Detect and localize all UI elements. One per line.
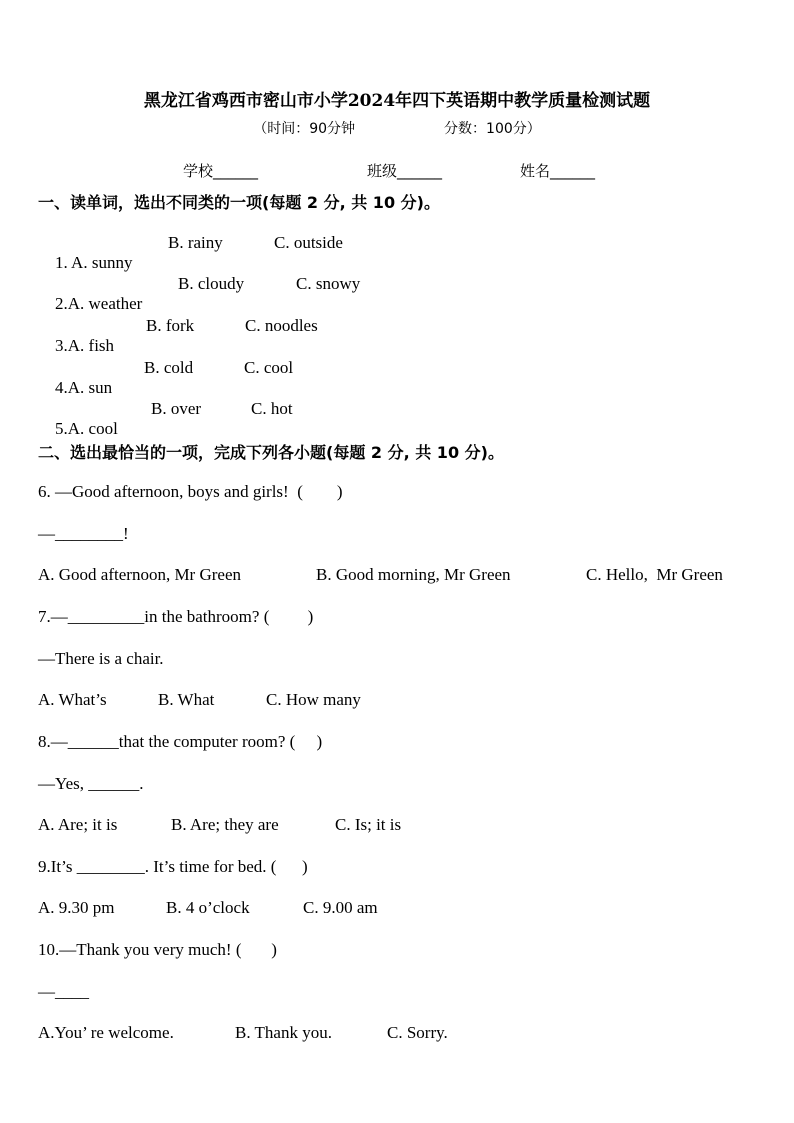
question-10-answer-blank: —____ (38, 982, 89, 1001)
question-9-option-c: C. 9.00 am (303, 898, 378, 917)
question-3-option-c: C. noodles (245, 316, 318, 335)
time-score-line: （时间：90分钟 分数：100分） (253, 121, 541, 137)
class-field: 班级______ (367, 162, 443, 180)
question-10-option-c: C. Sorry. (387, 1023, 448, 1042)
question-4-option-c: C. cool (244, 358, 294, 377)
question-8-option-b: B. Are; they are (171, 815, 279, 834)
question-10-stem: 10.—Thank you very much! ( ) (38, 940, 277, 959)
question-1-option-b: B. rainy (168, 233, 223, 252)
name-field: 姓名______ (520, 162, 596, 180)
question-8-answer: —Yes, ______. (38, 774, 144, 793)
question-7-stem: 7.—_________in the bathroom? ( ) (38, 607, 314, 626)
question-9-option-a: A. 9.30 pm (38, 898, 115, 917)
question-3-option-b: B. fork (146, 316, 195, 335)
question-7-answer: —There is a chair. (38, 649, 164, 668)
question-6-answer-blank: —________! (38, 524, 129, 543)
question-1-option-c: C. outside (274, 233, 343, 252)
question-3-option-a: 3.A. fish (55, 336, 115, 355)
question-7-option-b: B. What (158, 690, 215, 709)
question-1-option-a: 1. A. sunny (55, 253, 133, 272)
question-10-option-b: B. Thank you. (235, 1023, 332, 1042)
page-title: 黑龙江省鸡西市密山市小学2024年四下英语期中教学质量检测试题 (143, 91, 651, 111)
question-8-option-a: A. Are; it is (38, 815, 118, 834)
question-7-option-c: C. How many (266, 690, 361, 709)
question-6-option-c: C. Hello, Mr Green (586, 565, 723, 584)
question-7-option-a: A. What’s (38, 690, 107, 709)
question-5-option-a: 5.A. cool (55, 419, 118, 438)
question-6-option-b: B. Good morning, Mr Green (316, 565, 511, 584)
question-5-option-b: B. over (151, 399, 202, 418)
question-6-stem: 6. —Good afternoon, boys and girls! ( ) (38, 482, 343, 501)
question-6-option-a: A. Good afternoon, Mr Green (38, 565, 241, 584)
question-8-stem: 8.—______that the computer room? ( ) (38, 732, 323, 751)
question-2-option-b: B. cloudy (178, 274, 245, 293)
question-4-option-b: B. cold (144, 358, 194, 377)
question-10-option-a: A.You’ re welcome. (38, 1023, 174, 1042)
question-2-option-a: 2.A. weather (55, 294, 143, 313)
question-4-option-a: 4.A. sun (55, 378, 113, 397)
question-2-option-c: C. snowy (296, 274, 361, 293)
question-9-option-b: B. 4 o’clock (166, 898, 250, 917)
question-5-option-c: C. hot (251, 399, 293, 418)
question-9-stem: 9.It’s ________. It’s time for bed. ( ) (38, 857, 308, 876)
section-1-heading: 一、读单词，选出不同类的一项(每题 2 分, 共 10 分)。 (38, 193, 440, 212)
question-8-option-c: C. Is; it is (335, 815, 402, 834)
section-2-heading: 二、选出最恰当的一项，完成下列各小题(每题 2 分, 共 10 分)。 (38, 443, 504, 462)
school-field: 学校______ (183, 162, 259, 180)
